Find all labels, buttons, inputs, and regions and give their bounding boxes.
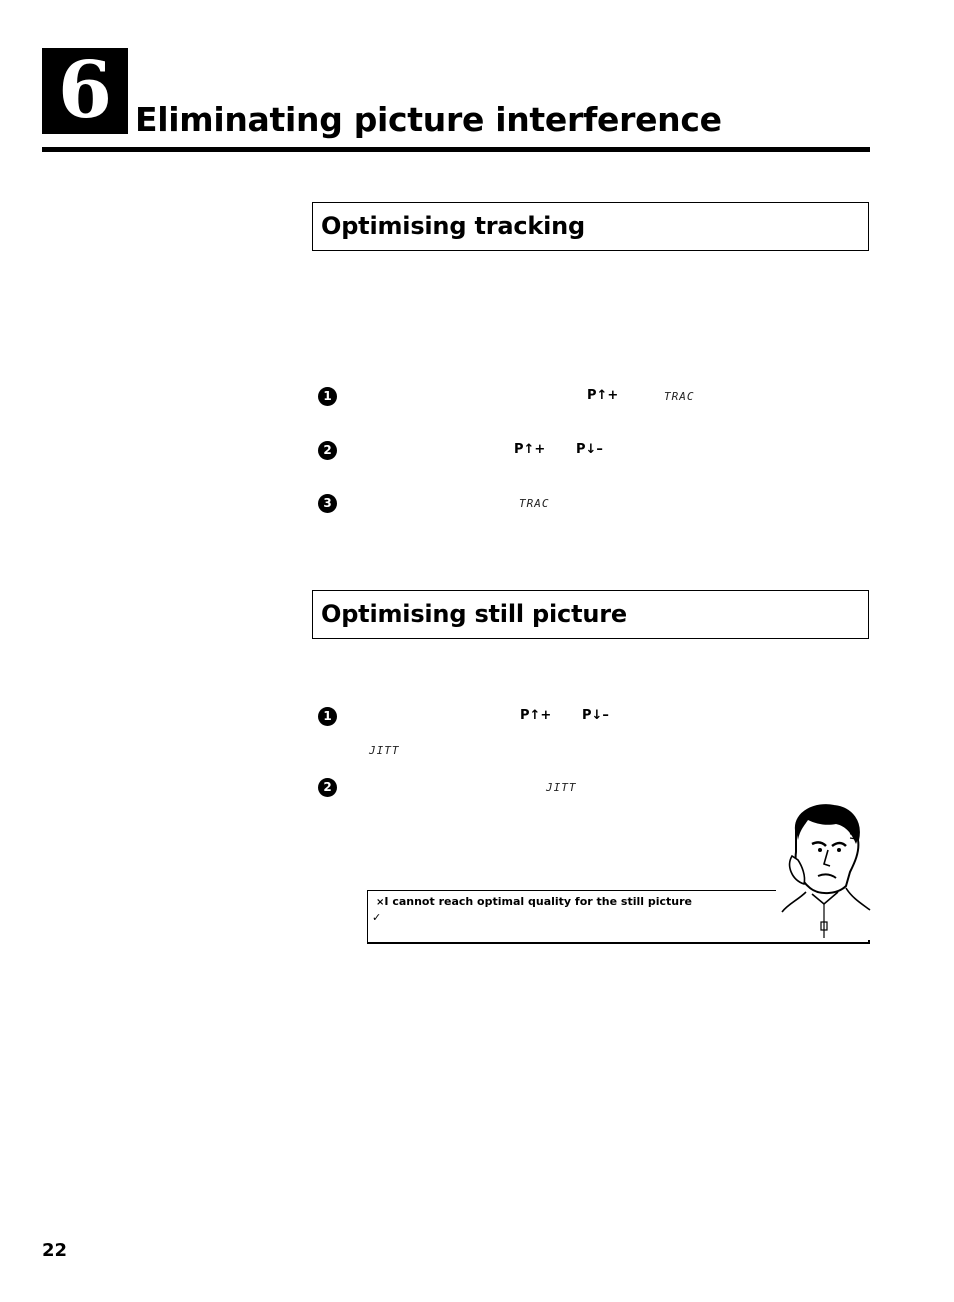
key-channel-down: P↓– [582, 708, 609, 723]
key-channel-up: P↑+ [514, 442, 546, 457]
check-icon: ✓ [372, 912, 382, 924]
thinking-man-illustration [776, 800, 872, 940]
lcd-display-text: TRAC [664, 390, 695, 403]
chapter-title: Eliminating picture interference [135, 100, 722, 139]
help-question [376, 895, 692, 908]
step-number: 3 [318, 494, 337, 513]
help-question-text: I cannot reach optimal quality for the still picture [384, 895, 692, 908]
lcd-display-text: TRAC [519, 497, 550, 510]
step-number: 2 [318, 441, 337, 460]
step-number: 2 [318, 778, 337, 797]
section-title: Optimising still picture [321, 600, 627, 628]
lcd-display-text: JITT [546, 781, 577, 794]
key-channel-up: P↑+ [520, 708, 552, 723]
chapter-number-box [42, 45, 128, 136]
step-number: 1 [318, 707, 337, 726]
key-channel-down: P↓– [576, 442, 603, 457]
chapter-number: 6 [57, 45, 113, 136]
section-title: Optimising tracking [321, 212, 586, 240]
step-number: 1 [318, 387, 337, 406]
page-number: 22 [42, 1240, 68, 1261]
cross-icon: × [376, 897, 385, 908]
section-tracking-header [312, 202, 869, 251]
chapter-rule [42, 147, 870, 152]
section-still-picture-header [312, 590, 869, 639]
key-channel-up: P↑+ [587, 388, 619, 403]
lcd-display-text: JITT [369, 744, 400, 757]
